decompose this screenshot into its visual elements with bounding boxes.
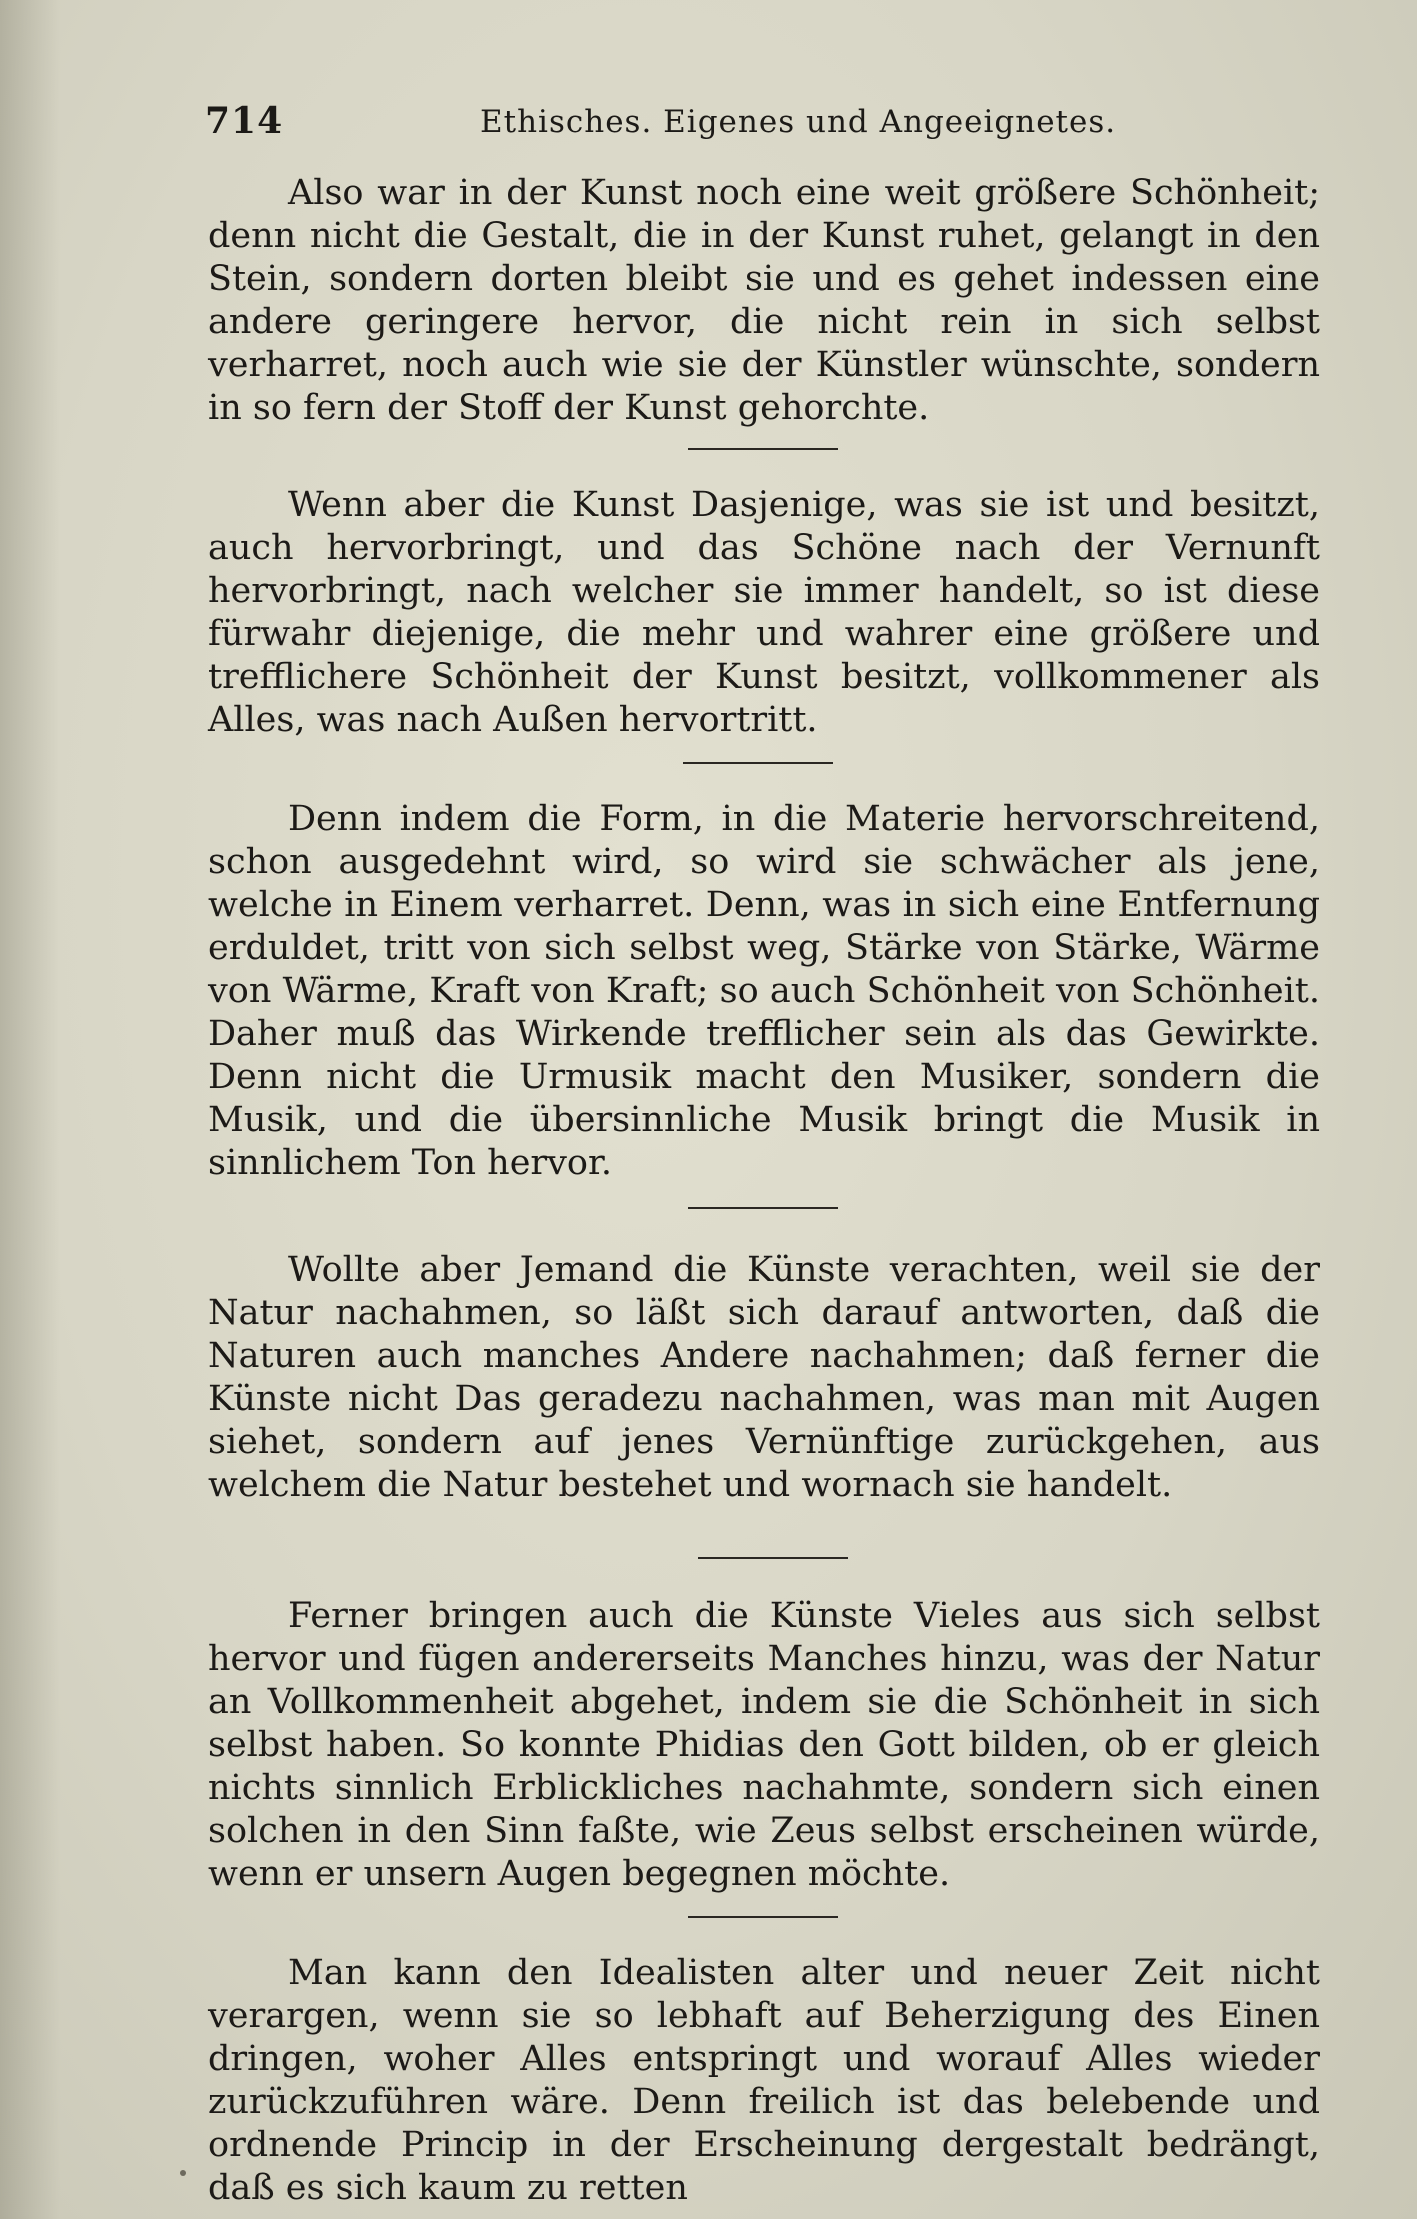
section-divider [688, 448, 838, 450]
page-gutter-shadow [0, 0, 60, 2219]
body-text [208, 172, 1320, 2210]
paragraph-2: Wenn aber die Kunst Dasjenige, was sie ist und besitzt, auch hervorbringt, und das Schöne nach der Vernunft hervorbringt, nach welcher sie immer handelt, so ist diese fürwahr diejenige, die mehr und wahrer eine größere und trefflichere Schönheit der Kunst besitzt, vollkommener als Alles, was nach Außen hervortritt. [208, 485, 1320, 740]
paragraph-1: Also war in der Kunst noch eine weit größere Schönheit; denn nicht die Gestalt, die in der Kunst ruhet, gelangt in den Stein, sondern dorten bleibt sie und es gehet indessen eine andere geringere hervor, die nicht rein in sich selbst verharret, noch auch wie sie der Künstler wünschte, sondern in so fern der Stoff der Kunst gehorchte. [208, 173, 1320, 428]
section-divider [688, 1916, 838, 1918]
paragraph-6: Man kann den Idealisten alter und neuer Zeit nicht verargen, wenn sie so lebhaft auf Beherzigung des Einen dringen, woher Alles entspringt und worauf Alles wieder zurückzuführen wäre. Denn freilich ist das belebende und ordnende Princip in der Erscheinung dergestalt bedrängt, daß es sich kaum zu retten [208, 1953, 1320, 2208]
running-head: Ethisches. Eigenes und Angeeignetes. [480, 104, 1117, 140]
section-divider [698, 1557, 848, 1559]
page-number: 714 [205, 100, 284, 142]
paragraph-4: Wollte aber Jemand die Künste verachten, weil sie der Natur nachahmen, so läßt sich darauf antworten, daß die Naturen auch manches Andere nachahmen; daß ferner die Künste nicht Das geradezu nachahmen, was man mit Augen siehet, sondern auf jenes Vernünftige zurückgehen, aus welchem die Natur bestehet und wornach sie handelt. [208, 1250, 1320, 1505]
paragraph-5: Ferner bringen auch die Künste Vieles aus sich selbst hervor und fügen andererseits Manches hinzu, was der Natur an Vollkommenheit abgehet, indem sie die Schönheit in sich selbst haben. So konnte Phidias den Gott bilden, ob er gleich nichts sinnlich Erblickliches nachahmte, sondern sich einen solchen in den Sinn faßte, wie Zeus selbst erscheinen würde, wenn er unsern Augen begegnen möchte. [208, 1596, 1320, 1894]
paragraph-3: Denn indem die Form, in die Materie hervorschreitend, schon ausgedehnt wird, so wird sie schwächer als jene, welche in Einem verharret. Denn, was in sich eine Entfernung erduldet, tritt von sich selbst weg, Stärke von Stärke, Wärme von Wärme, Kraft von Kraft; so auch Schönheit von Schönheit. Daher muß das Wirkende trefflicher sein als das Gewirkte. Denn nicht die Urmusik macht den Musiker, sondern die Musik, und die übersinnliche Musik bringt die Musik in sinnlichem Ton hervor. [208, 799, 1320, 1183]
section-divider [688, 1207, 838, 1209]
page-header [205, 100, 1315, 160]
ink-speck [180, 2170, 186, 2176]
section-divider [683, 762, 833, 764]
